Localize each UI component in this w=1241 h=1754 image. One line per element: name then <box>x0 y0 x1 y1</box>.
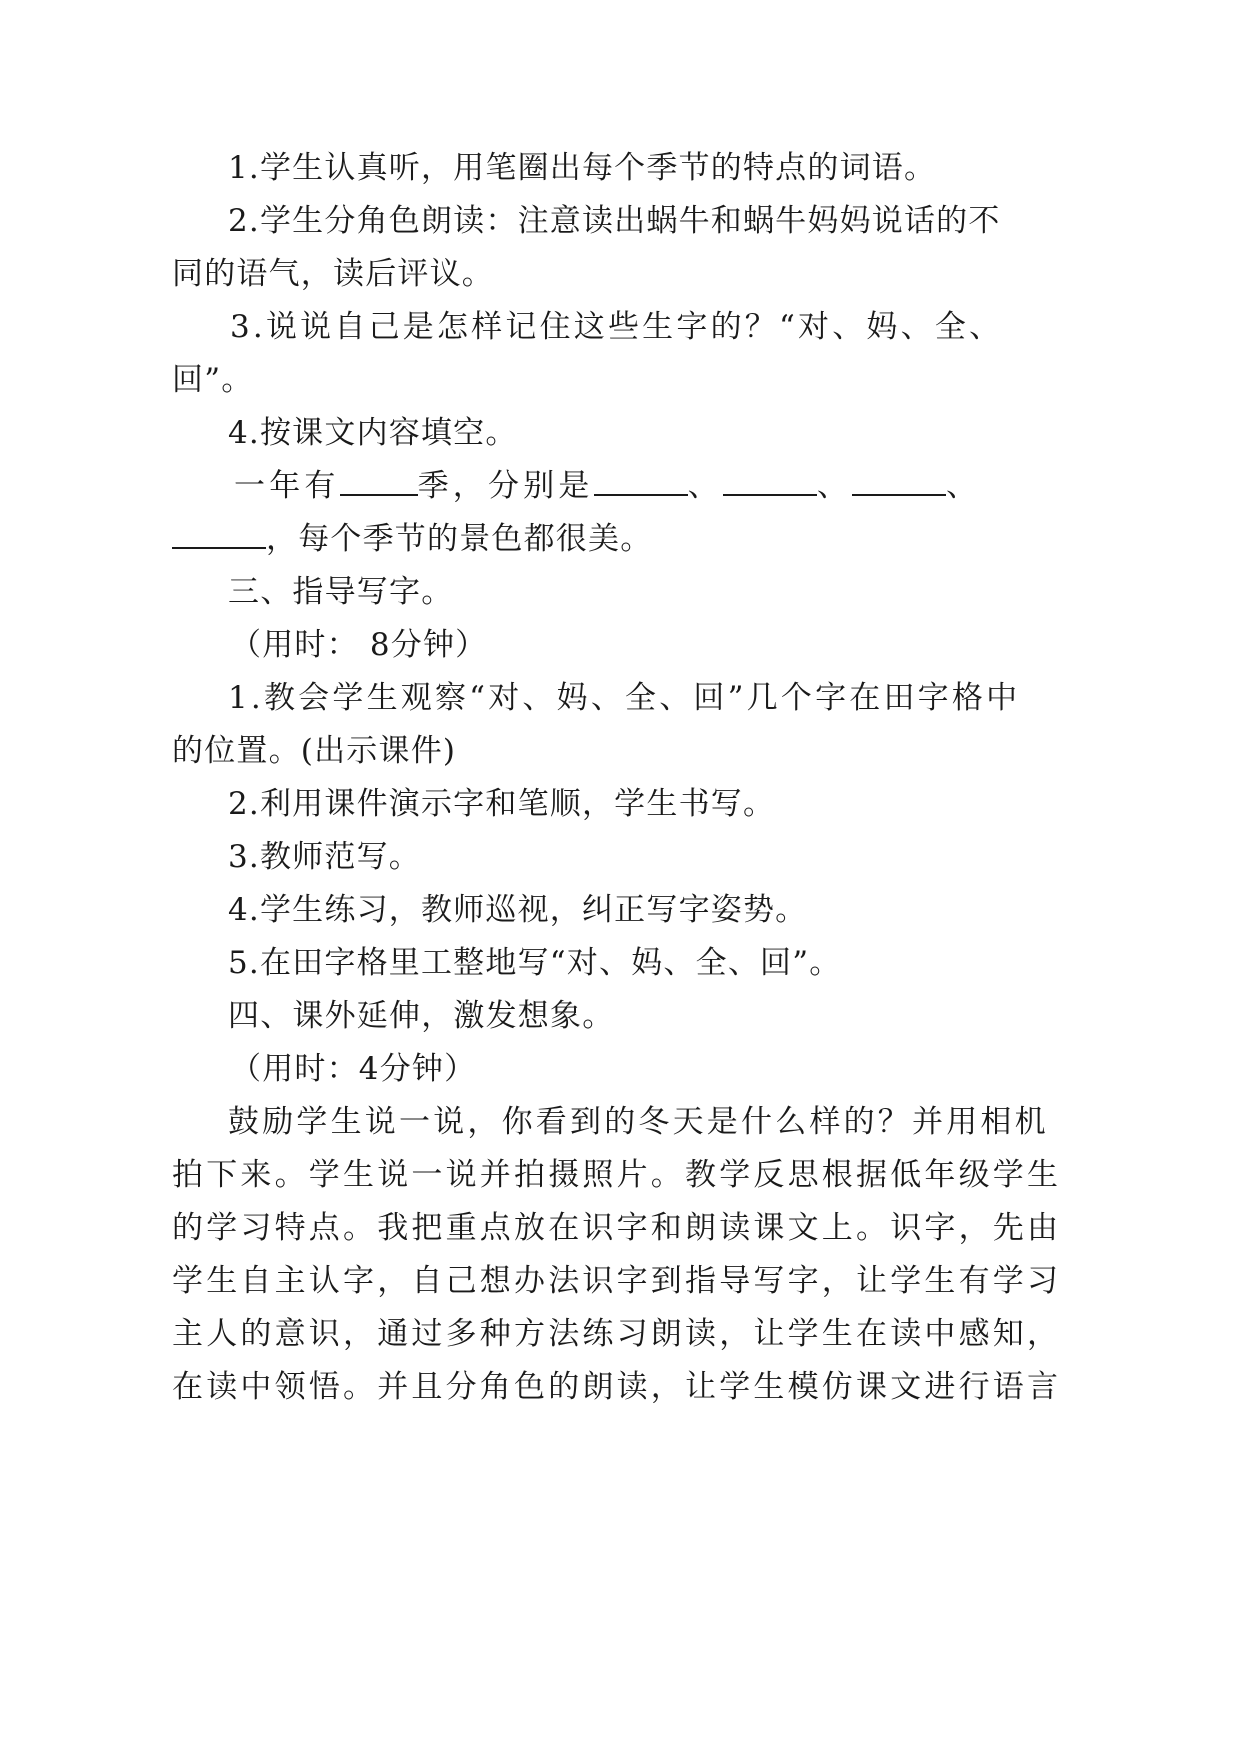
paragraph-line: 3.教师范写。 <box>228 839 421 875</box>
answer-blank <box>852 466 946 496</box>
time-note: （用时： 8分钟） <box>230 627 488 663</box>
paragraph-line: 鼓励学生说一说，你看到的冬天是什么样的？并用相机 <box>228 1104 1049 1140</box>
paragraph-line: 2.利用课件演示字和笔顺，学生书写。 <box>228 786 776 822</box>
paragraph-line: 1.教会学生观察“对、妈、全、回”几个字在田字格中 <box>228 680 1021 716</box>
paragraph-line: 主人的意识，通过多种方法练习朗读，让学生在读中感知， <box>172 1316 1062 1352</box>
answer-blank <box>723 466 817 496</box>
paragraph-line: 的学习特点。我把重点放在识字和朗读课文上。识字，先由 <box>172 1210 1062 1246</box>
section-heading: 四、课外延伸，激发想象。 <box>228 998 615 1034</box>
fill-in-blank-line <box>172 519 652 559</box>
paragraph-line: 3.说说自己是怎样记住这些生字的？“对、妈、全、 <box>230 309 1004 345</box>
text-fragment: 季，分别是 <box>417 468 594 504</box>
paragraph-line: 4.学生练习，教师巡视，纠正写字姿势。 <box>228 892 808 928</box>
fill-in-blank-line <box>234 466 981 506</box>
paragraph-line: 在读中领悟。并且分角色的朗读，让学生模仿课文进行语言 <box>172 1369 1062 1405</box>
paragraph-line: 1.学生认真听，用笔圈出每个季节的特点的词语。 <box>228 150 937 186</box>
answer-blank <box>172 519 266 549</box>
text-fragment: 、 <box>687 468 723 504</box>
text-fragment: 一年有 <box>234 468 340 504</box>
text-fragment: 、 <box>946 468 982 504</box>
paragraph-line: 学生自主认字，自己想办法识字到指导写字，让学生有学习 <box>172 1263 1062 1299</box>
paragraph-line: 2.学生分角色朗读：注意读出蜗牛和蜗牛妈妈说话的不 <box>228 203 1001 239</box>
answer-blank <box>340 466 418 496</box>
paragraph-line: 回”。 <box>172 362 254 398</box>
section-heading: 三、指导写字。 <box>228 574 454 610</box>
text-fragment: 、 <box>816 468 853 504</box>
paragraph-line: 5.在田字格里工整地写“对、妈、全、回”。 <box>228 945 842 981</box>
paragraph-line: 同的语气，读后评议。 <box>172 256 494 292</box>
paragraph-line: 的位置。(出示课件) <box>172 733 457 769</box>
text-fragment: ，每个季节的景色都很美。 <box>266 521 653 557</box>
time-note: （用时：4分钟） <box>230 1051 477 1087</box>
answer-blank <box>594 466 688 496</box>
paragraph-line: 拍下来。学生说一说并拍摄照片。教学反思根据低年级学生 <box>172 1157 1062 1193</box>
paragraph-line: 4.按课文内容填空。 <box>228 415 518 451</box>
